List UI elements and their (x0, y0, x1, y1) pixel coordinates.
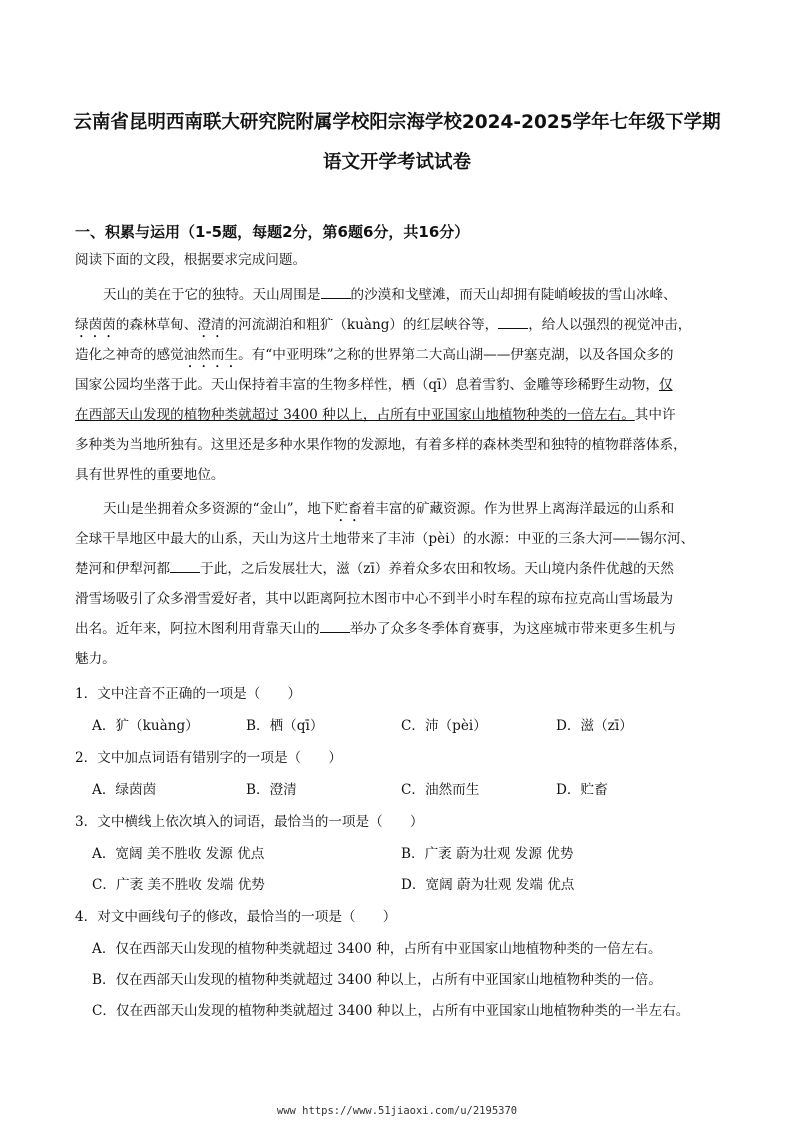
underlined-sentence: 在西部天山发现的植物种类就超过 3400 种以上，占所有中亚国家山地植物种类的一倍左右。 (75, 407, 635, 423)
question-2-option-d[interactable]: D．贮畜 (556, 782, 608, 798)
text-span: 于此，之后发展壮大，滋（zī）养着众多农田和牧场。天山境内条件优越的天然 (200, 561, 674, 577)
question-2-option-b[interactable]: B．澄清 (246, 782, 297, 798)
dotted-word: 澄清 (197, 317, 225, 333)
passage-p1-line2 (75, 313, 691, 341)
question-1-option-d[interactable]: D．滋（zī） (556, 718, 633, 734)
question-3-option-a[interactable]: A．宽阔 美不胜收 发源 优点 (92, 846, 265, 862)
exam-title-line2: 语文开学考试试卷 (322, 152, 471, 173)
text-span: 国家公园均坐落于此。天山保持着丰富的生物多样性，栖（qī）息着雪豹、金雕等珍稀野生动物， (75, 377, 659, 393)
text-span: 的森林草甸、 (115, 317, 198, 333)
passage-p1-line4 (75, 373, 673, 393)
question-4-option-c[interactable]: C．仅在西部天山发现的植物种类就超过 3400 种以上，占所有中亚国家山地植物种类的一半左右。 (92, 1003, 690, 1019)
text-span: 举办了众多冬季体育赛事，为这座城市带来更多生机与 (349, 621, 676, 637)
dotted-word: 油然而生 (183, 347, 239, 363)
text-span: 。有“中亚明珠”之称的世界第二大高山湖——伊塞克湖，以及各国众多的 (238, 347, 674, 363)
passage-p2-line2: 全球干旱地区中最大的山系，天山为这片土地带来了丰沛（pèi）的水源：中亚的三条大河——锡尔河、 (75, 531, 695, 547)
question-3-stem: 3．文中横线上依次填入的词语，最恰当的一项是（ ） (75, 814, 424, 830)
question-2-option-c[interactable]: C．油然而生 (401, 782, 480, 798)
passage-p1-line6: 多种类为当地所独有。这里还是多种水果作物的发源地，有着多样的森林类型和独特的植物群落体系， (75, 437, 687, 453)
question-2-option-a[interactable]: A．绿茵茵 (92, 782, 157, 798)
question-4-stem: 4．对文中画线句子的修改，最恰当的一项是（ ） (75, 909, 397, 925)
dotted-word: 绿茵茵 (75, 317, 116, 333)
exam-title-line1: 云南省昆明西南联大研究院附属学校阳宗海学校2024-2025学年七年级下学期 (73, 112, 721, 133)
passage-p2-line3 (75, 557, 674, 577)
text-span: 的河流湖泊和粗犷（kuàng）的红层峡谷等， (224, 317, 499, 333)
passage-p2-line6: 魅力。 (75, 651, 116, 667)
footer-url[interactable]: www https://www.51jiaoxi.com/u/2195370 (276, 1105, 518, 1117)
text-span: 天山是坐拥着众多资源的“金山”，地下 (103, 501, 335, 517)
underlined-sentence: 仅 (658, 377, 673, 393)
instruction-text: 阅读下面的文段，根据要求完成问题。 (75, 252, 307, 268)
passage-p1-line5 (75, 403, 676, 423)
text-span: 天山的美在于它的独特。天山周围是 (103, 287, 321, 303)
question-4-option-a[interactable]: A．仅在西部天山发现的植物种类就超过 3400 种，占所有中亚国家山地植物种类的一倍左右。 (92, 941, 662, 957)
question-1-option-a[interactable]: A．犷（kuàng） (92, 718, 199, 734)
text-span: 楚河和伊犁河都 (75, 561, 171, 577)
passage-p2-line5 (75, 617, 676, 637)
fill-blank-2 (498, 315, 528, 329)
passage-p1-line1 (103, 283, 677, 303)
question-3-option-c[interactable]: C．广袤 美不胜收 发端 优势 (92, 877, 265, 893)
question-1-option-c[interactable]: C．沛（pèi） (401, 718, 487, 734)
fill-blank-3 (170, 559, 200, 573)
text-span: 的沙漠和戈壁滩，而天山却拥有陡峭峻拔的雪山冰峰、 (350, 287, 677, 303)
passage-p2-line4: 滑雪场吸引了众多滑雪爱好者，其中以距离阿拉木图市中心不到半小时车程的琼布拉克高山雪场最为 (75, 591, 674, 607)
question-4-option-b[interactable]: B．仅在西部天山发现的植物种类就超过 3400 种以上，占所有中亚国家山地植物种类的一倍。 (92, 972, 662, 988)
question-3-option-b[interactable]: B．广袤 蔚为壮观 发源 优势 (401, 846, 574, 862)
text-span: 出名。近年来，阿拉木图利用背靠天山的 (75, 621, 320, 637)
passage-p2-line1 (103, 497, 674, 525)
question-3-option-d[interactable]: D．宽阔 蔚为壮观 发端 优点 (401, 877, 575, 893)
text-span: 其中许 (634, 407, 676, 423)
section-heading: 一、积累与运用（1-5题，每题2分，第6题6分，共16分） (75, 223, 470, 241)
question-1-option-b[interactable]: B．栖（qī） (246, 718, 324, 734)
passage-p1-line3 (75, 343, 673, 371)
passage-p1-line7: 具有世界性的重要地位。 (75, 467, 225, 483)
fill-blank-4 (320, 619, 350, 633)
text-span: 着丰富的矿藏资源。作为世界上离海洋最远的山系和 (361, 501, 675, 517)
fill-blank-1 (321, 285, 351, 299)
dotted-word: 贮畜 (334, 501, 362, 517)
text-span: 造化之神奇的感觉 (75, 347, 184, 363)
question-2-stem: 2．文中加点词语有错别字的一项是（ ） (75, 750, 342, 766)
text-span: ，给人以强烈的视觉冲击， (528, 317, 692, 333)
question-1-stem: 1．文中注音不正确的一项是（ ） (75, 686, 302, 702)
